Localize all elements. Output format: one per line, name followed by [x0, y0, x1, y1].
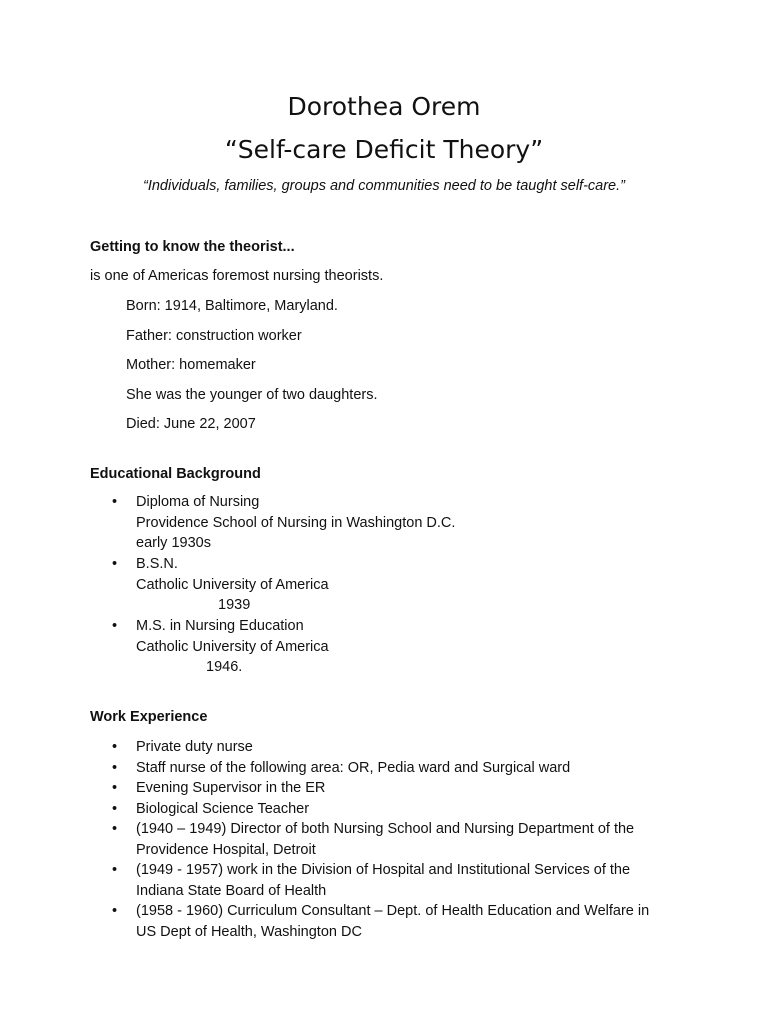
bullet-icon: • — [112, 903, 118, 919]
education-item — [136, 492, 455, 554]
education-degree: Diploma of Nursing — [136, 494, 260, 510]
work-item — [136, 901, 649, 942]
work-item — [136, 799, 309, 820]
bullet-icon: • — [112, 801, 118, 817]
work-item-line: Indiana State Board of Health — [136, 882, 327, 899]
education-year: early 1930s — [136, 535, 211, 551]
theory-quote: “Individuals, families, groups and communities need to be taught self-care.” — [143, 178, 625, 194]
bullet-icon: • — [112, 494, 118, 510]
work-item-line: Biological Science Teacher — [136, 801, 310, 817]
fact-siblings: She was the younger of two daughters. — [126, 387, 378, 403]
work-item-line: (1949 - 1957) work in the Division of Hospital and Institutional Services of the — [136, 862, 631, 878]
work-item — [136, 860, 630, 901]
work-item-line: US Dept of Health, Washington DC — [136, 923, 362, 940]
bullet-icon: • — [112, 618, 118, 634]
education-degree: B.S.N. — [136, 556, 178, 572]
bullet-icon: • — [112, 760, 118, 776]
work-item-line: Staff nurse of the following area: OR, Pedia ward and Surgical ward — [136, 760, 571, 776]
work-item-line: (1940 – 1949) Director of both Nursing School and Nursing Department of the — [136, 821, 635, 837]
bullet-icon: • — [112, 780, 118, 796]
work-item-line: Providence Hospital, Detroit — [136, 841, 316, 858]
fact-died: Died: June 22, 2007 — [126, 416, 256, 432]
fact-born: Born: 1914, Baltimore, Maryland. — [126, 298, 338, 314]
section-heading-work: Work Experience — [90, 709, 208, 725]
education-school: Providence School of Nursing in Washington D.C. — [136, 514, 456, 531]
fact-mother: Mother: homemaker — [126, 357, 256, 373]
document-title: Dorothea Orem — [287, 92, 481, 121]
education-degree: M.S. in Nursing Education — [136, 618, 304, 634]
work-item — [136, 778, 325, 799]
work-item-line: Evening Supervisor in the ER — [136, 780, 326, 796]
bullet-icon: • — [112, 821, 118, 837]
work-item-line: Private duty nurse — [136, 739, 253, 755]
bullet-icon: • — [112, 556, 118, 572]
intro-lead: is one of Americas foremost nursing theorists. — [90, 268, 384, 284]
work-item — [136, 758, 570, 779]
education-year: 1946. — [206, 659, 243, 675]
education-year: 1939 — [218, 597, 251, 613]
section-heading-intro: Getting to know the theorist... — [90, 239, 295, 255]
work-item-line: (1958 - 1960) Curriculum Consultant – Dept. of Health Education and Welfare in — [136, 903, 650, 919]
bullet-icon: • — [112, 862, 118, 878]
education-school: Catholic University of America — [136, 638, 329, 655]
education-item — [136, 616, 329, 678]
education-item — [136, 554, 329, 616]
fact-father: Father: construction worker — [126, 328, 302, 344]
bullet-icon: • — [112, 739, 118, 755]
work-item — [136, 737, 253, 758]
work-item — [136, 819, 634, 860]
section-heading-education: Educational Background — [90, 466, 261, 482]
theory-title: “Self-care Deficit Theory” — [224, 135, 544, 164]
education-school: Catholic University of America — [136, 576, 329, 593]
